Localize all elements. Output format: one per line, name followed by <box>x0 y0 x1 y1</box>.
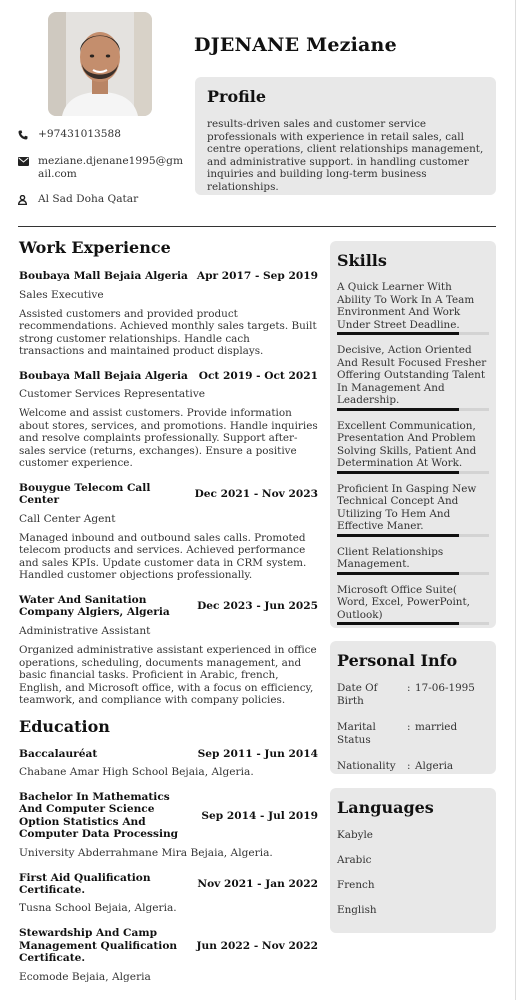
candidate-name: DJENANE Meziane <box>194 34 397 56</box>
skills-title: Skills <box>337 251 387 270</box>
personal-info-row <box>337 721 489 746</box>
profile-summary: results-driven sales and customer service professionals with experience in retail sales, call centre operations, client relationships management, and administrative support. in handling customer inquiries and building long-term business relationships. <box>207 118 484 193</box>
job-entry <box>19 370 318 470</box>
education-dates: Jun 2022 - Nov 2022 <box>196 939 318 952</box>
skill-level-fill <box>337 622 459 625</box>
personal-info-row <box>337 682 489 707</box>
info-value: Algeria <box>415 760 454 772</box>
header-divider <box>18 226 496 227</box>
degree-name: Stewardship And Camp Management Qualification Certificate. <box>19 927 178 965</box>
languages-title: Languages <box>337 798 434 817</box>
job-entry <box>19 270 318 358</box>
school-name: Tusna School Bejaia, Algeria. <box>19 902 177 915</box>
info-separator: : <box>407 682 411 694</box>
info-key: Nationality <box>337 760 396 772</box>
personal-info-card <box>330 641 496 774</box>
job-dates: Dec 2023 - Jun 2025 <box>197 600 318 613</box>
info-separator: : <box>407 760 411 772</box>
skill-level-bar <box>337 622 489 625</box>
user-location-icon <box>18 193 38 208</box>
skill-level-fill <box>337 471 459 474</box>
skill-level-bar <box>337 572 489 575</box>
school-name: University Abderrahmane Mira Bejaia, Algeria. <box>19 846 273 859</box>
education-dates: Sep 2011 - Jun 2014 <box>197 747 318 760</box>
info-separator: : <box>407 721 411 733</box>
person-photo-icon <box>48 12 152 116</box>
education-entry <box>19 872 318 915</box>
skill-level-fill <box>337 332 459 335</box>
job-dates: Apr 2017 - Sep 2019 <box>196 270 318 282</box>
contact-address <box>18 193 188 208</box>
job-description: Managed inbound and outbound sales calls. Promoted telecom products and services. Achieved performance and sales KPIs. Update customer data in CRM system. Handled customer objections professionally. <box>19 531 307 582</box>
skill-level-bar <box>337 332 489 335</box>
personal-info-row <box>337 760 489 773</box>
education-title: Education <box>19 716 110 736</box>
skill-label: Client Relationships Management. <box>337 545 444 570</box>
education-entry <box>19 748 318 778</box>
profile-card <box>195 77 496 195</box>
job-description: Organized administrative assistant experienced in office operations, scheduling, documents management, and basic financial tasks. Proficient in Arabic, french, English, and Microsoft office, with a focus on efficiency, teamwork, and compliance with company policies. <box>19 644 317 707</box>
skill-label: Proficient In Gasping New Technical Concept And Utilizing To Hem And Effective Maner. <box>337 482 477 532</box>
skill-level-fill <box>337 572 459 575</box>
skill-item <box>337 483 489 537</box>
work-experience-title: Work Experience <box>19 238 171 257</box>
info-key: Marital Status <box>337 721 376 746</box>
skill-item <box>337 344 489 411</box>
skill-label: Decisive, Action Oriented And Result Focused Fresher Offering Outstanding Talent In Management And Leadership. <box>337 344 487 406</box>
job-description: Welcome and assist customers. Provide information about stores, services, and promotions. Handle inquiries and resolve complaints professionally. Support after-sales service (returns, exchanges). Ensure a positive customer experience. <box>19 407 318 470</box>
job-role: Customer Services Representative <box>19 388 206 401</box>
job-company: Bouygue Telecom Call Center <box>19 481 151 507</box>
home-address: Al Sad Doha Qatar <box>38 193 139 205</box>
phone-icon <box>18 128 38 143</box>
skill-label: Excellent Communication, Presentation And Problem Solving Skills, Patient And Determination At Work. <box>337 419 477 469</box>
contact-phone <box>18 128 188 143</box>
info-key: Date Of Birth <box>337 682 378 707</box>
job-description: Assisted customers and provided product recommendations. Achieved monthly sales targets. Built strong customer relationships. Handle cach transactions and maintained product displays. <box>19 307 317 358</box>
skills-card <box>330 241 496 628</box>
skill-label: Microsoft Office Suite( Word, Excel, PowerPoint, Outlook) <box>337 583 470 621</box>
skill-item <box>337 546 489 575</box>
skill-label: A Quick Learner With Ability To Work In A Team Environment And Work Under Street Deadline. <box>337 281 475 331</box>
personal-info-title: Personal Info <box>337 651 458 670</box>
skill-level-fill <box>337 534 459 537</box>
degree-name: First Aid Qualification Certificate. <box>19 871 151 896</box>
email-address: meziane.djenane1995@gmail.com <box>38 155 184 180</box>
language-item: English <box>337 904 377 916</box>
profile-title: Profile <box>207 87 267 106</box>
skill-level-bar <box>337 471 489 474</box>
skill-level-bar <box>337 408 489 411</box>
info-value: married <box>415 721 458 733</box>
skill-level-fill <box>337 408 459 411</box>
job-company: Boubaya Mall Bejaia Algeria <box>19 270 188 282</box>
job-dates: Oct 2019 - Oct 2021 <box>198 369 318 382</box>
language-item: Kabyle <box>337 829 373 841</box>
phone-number: +97431013588 <box>38 128 122 140</box>
job-company: Boubaya Mall Bejaia Algeria <box>19 369 188 382</box>
school-name: Ecomode Bejaia, Algeria <box>19 970 151 983</box>
education-entry <box>19 927 318 982</box>
school-name: Chabane Amar High School Bejaia, Algeria. <box>19 765 254 778</box>
main-column <box>19 238 318 983</box>
skill-item <box>337 420 489 474</box>
job-entry <box>19 594 318 707</box>
job-entry <box>19 482 318 582</box>
skill-level-bar <box>337 534 489 537</box>
job-role: Administrative Assistant <box>19 625 151 638</box>
job-role: Sales Executive <box>19 288 104 301</box>
profile-photo <box>48 12 152 116</box>
languages-card <box>330 788 496 933</box>
education-dates: Sep 2014 - Jul 2019 <box>201 809 318 822</box>
job-dates: Dec 2021 - Nov 2023 <box>194 487 318 500</box>
contact-email <box>18 155 188 180</box>
job-company: Water And Sanitation Company Algiers, Algeria <box>19 593 170 619</box>
education-dates: Nov 2021 - Jan 2022 <box>197 877 318 890</box>
degree-name: Bachelor In Mathematics And Computer Science Option Statistics And Computer Data Processing <box>19 790 179 841</box>
language-item: Arabic <box>337 854 372 866</box>
skill-item <box>337 281 489 335</box>
job-role: Call Center Agent <box>19 512 116 525</box>
language-item: French <box>337 879 375 891</box>
degree-name: Baccalauréat <box>19 747 98 760</box>
envelope-icon <box>18 155 38 169</box>
education-entry <box>19 791 318 859</box>
skill-item <box>337 584 489 626</box>
info-value: 17-06-1995 <box>415 682 475 694</box>
